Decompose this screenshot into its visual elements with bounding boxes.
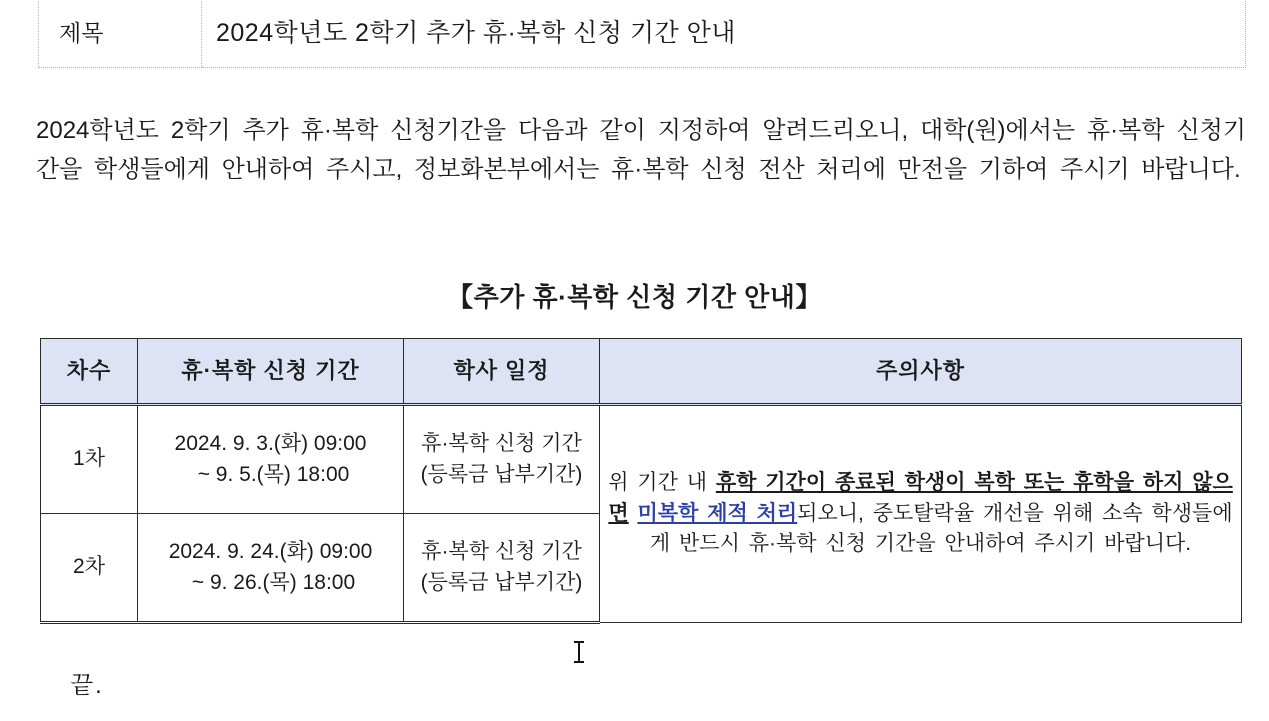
text-caret-icon (578, 641, 580, 663)
section-heading: 【추가 휴·복학 신청 기간 안내】 (447, 282, 822, 312)
table-header-row (41, 339, 1242, 405)
note-part-1: 위 기간 내 (608, 471, 716, 495)
cell-period-2 (138, 514, 404, 623)
intro-paragraph: 2024학년도 2학기 추가 휴·복학 신청기간을 다음과 같이 지정하여 알려드리오니, 대학(원)에서는 휴·복학 신청기간을 학생들에게 안내하여 주시고, 정보화본부에서는 휴·복학 신청 전산 처리에 만전을 기하여 주시기 바랍니다. (36, 117, 1246, 183)
title-row (39, 0, 1246, 68)
period-line-1: 2024. 9. 24.(화) 09:00 (168, 540, 373, 564)
cell-period-1 (138, 405, 404, 514)
cell-round-2: 2차 (41, 514, 138, 623)
title-label-cell (39, 0, 202, 68)
cell-round-1: 1차 (41, 405, 138, 514)
academic-line-1: 휴·복학 신청 기간 (421, 432, 582, 456)
cell-academic-2 (404, 514, 600, 623)
column-header-period: 휴·복학 신청 기간 (138, 339, 404, 405)
cell-note (600, 405, 1242, 623)
period-line-1: 2024. 9. 3.(화) 09:00 (174, 432, 367, 456)
period-line-2: ~ 9. 26.(목) 18:00 (191, 570, 356, 594)
table-body (41, 405, 1242, 623)
schedule-table (40, 338, 1242, 624)
schedule-table-wrapper (40, 338, 1242, 624)
page-title: 2024학년도 2학기 추가 휴·복학 신청 기간 안내 (216, 19, 736, 47)
column-header-round: 차수 (41, 339, 138, 405)
title-label: 제목 (59, 19, 104, 46)
column-header-note: 주의사항 (600, 339, 1242, 405)
period-line-2: ~ 9. 5.(목) 18:00 (197, 462, 350, 486)
end-mark: 끝. (70, 672, 104, 699)
column-header-academic: 학사 일정 (404, 339, 600, 405)
cell-academic-1 (404, 405, 600, 514)
note-part-3: 되오니, 중도탈락율 개선을 위해 소속 학생들에게 반드시 휴·복학 신청 기간을 안내하여 주시기 바랍니다. (649, 501, 1233, 556)
document-title-table (38, 0, 1246, 68)
table-head (41, 339, 1242, 405)
title-value-cell (202, 0, 1246, 68)
academic-line-1: 휴·복학 신청 기간 (421, 540, 582, 564)
note-emphasis-2: 미복학 제적 처리 (637, 501, 798, 525)
academic-line-2: (등록금 납부기간) (420, 462, 583, 486)
academic-line-2: (등록금 납부기간) (420, 570, 583, 594)
table-row (41, 405, 1242, 514)
note-emphasis-1: 휴학 기간이 종료된 학생이 복학 또는 휴학을 하지 않으면 (608, 471, 1233, 525)
note-part-2 (629, 502, 638, 525)
